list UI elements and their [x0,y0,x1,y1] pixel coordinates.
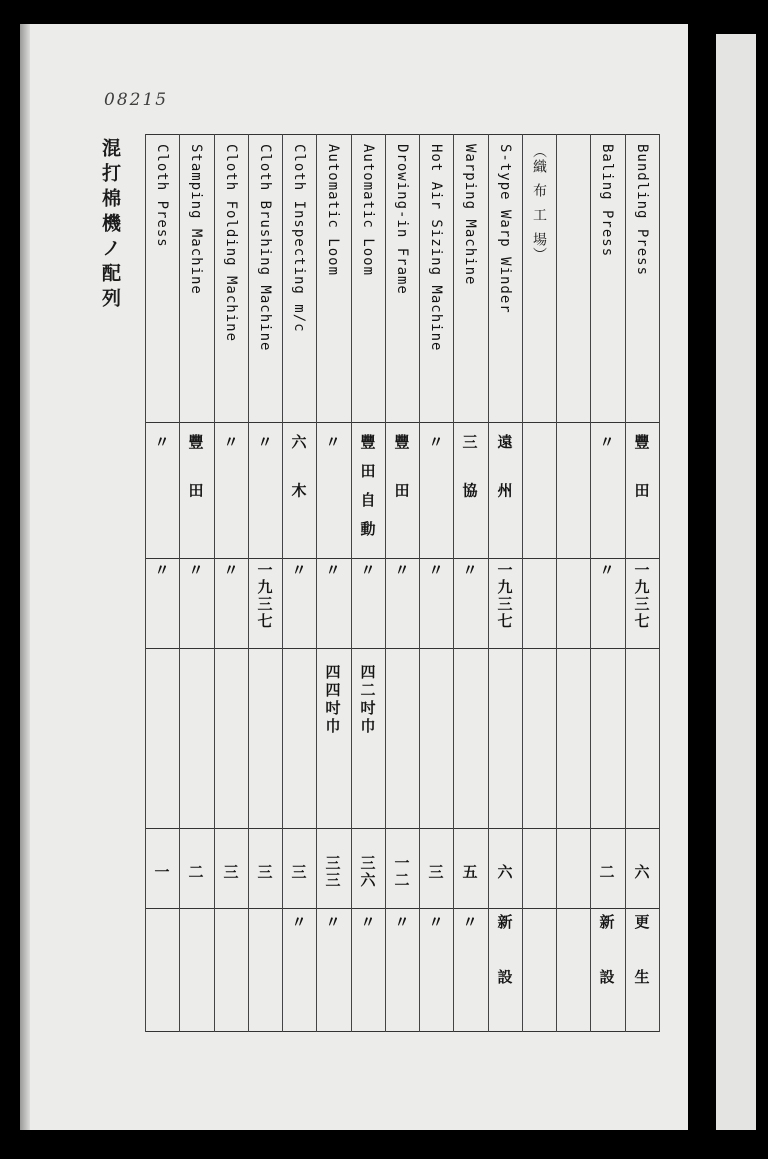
remark-cell [179,914,213,1024]
machine-name-cell: S-type Warp Winder [497,144,513,314]
quantity-cell: 二 [597,863,616,881]
table-row [214,134,248,1032]
loom-width-cell [282,662,316,824]
year-made-cell: 〃 [289,562,308,579]
remark-cell: 〃 [460,914,479,969]
loom-width-cell [145,662,179,824]
loom-width-cell [590,662,624,824]
loom-width-cell [556,662,590,824]
remark-cell [248,914,282,1024]
machine-name-cell: Baling Press [599,144,615,258]
remark-cell: 新設 [597,914,616,1024]
remark-cell: 新設 [495,914,514,1024]
loom-width-cell [214,662,248,824]
year-made-cell: 〃 [460,562,479,579]
remark-cell [522,914,556,1024]
machine-name-cell: Hot Air Sizing Machine [428,144,444,352]
table-row [556,134,590,1032]
manufacturer-cell [522,434,556,554]
table-row [453,134,487,1032]
manufacturer-cell: 豐 田 [186,434,205,512]
loom-width-cell: 四四吋巾 [323,664,342,736]
quantity-cell: 三 [426,863,445,881]
catalog-number: 08215 [104,90,169,110]
remark-cell [145,914,179,1024]
manufacturer-cell: 豐 田 [632,434,651,512]
quantity-cell [556,838,590,906]
loom-width-cell [248,662,282,824]
year-made-cell: 一九三七 [632,562,651,630]
manufacturer-cell: 三 協 [460,434,479,512]
year-made-cell [556,562,590,658]
manufacturer-cell [556,434,590,554]
machinery-table [145,134,659,1032]
loom-width-cell [488,662,522,824]
remark-cell: 〃 [426,914,445,969]
document-title: 混打棉機ノ配列 [99,138,121,313]
manufacturer-cell: 豐田自動 [358,434,377,550]
loom-width-cell [522,662,556,824]
machine-name-cell: Cloth Brushing Machine [257,144,273,352]
loom-width-cell [453,662,487,824]
table-row [351,134,385,1032]
quantity-cell: 三 [255,863,274,881]
machine-name-cell: （織 布 工 場） [531,144,547,263]
table-row [385,134,419,1032]
year-made-cell [522,562,556,658]
table-row [316,134,350,1032]
year-made-cell: 〃 [186,562,205,579]
quantity-cell: 六 [632,863,651,881]
loom-width-cell [419,662,453,824]
remark-cell: 〃 [358,914,377,969]
loom-width-cell [625,662,659,824]
machine-name-cell: Cloth Folding Machine [223,144,239,343]
manufacturer-cell: 〃 [323,434,342,463]
machine-name-cell: Cloth Press [154,144,170,248]
machine-name-cell: Automatic Loom [325,144,341,277]
manufacturer-cell: 〃 [426,434,445,463]
remark-cell: 〃 [323,914,342,969]
quantity-cell: 三 [289,863,308,881]
quantity-cell: 六 [495,863,514,881]
manufacturer-cell: 六 木 [289,434,308,512]
machine-name-cell: Bundling Press [634,144,650,277]
machine-name-cell: Automatic Loom [360,144,376,277]
year-made-cell: 〃 [323,562,342,579]
table-row [145,134,179,1032]
quantity-cell: 二 [186,863,205,881]
remark-cell: 更生 [632,914,651,1024]
loom-width-cell [385,662,419,824]
adjacent-page-edge [716,34,756,1130]
quantity-cell: 一 [152,863,171,881]
remark-cell: 〃 [392,914,411,969]
machine-name-cell: Cloth Inspecting m/c [291,144,307,333]
machine-name-cell: Warping Machine [462,144,478,286]
quantity-cell: 三 [221,863,240,881]
table-row [590,134,624,1032]
year-made-cell: 〃 [152,562,171,579]
quantity-cell: 三三 [323,855,342,889]
manufacturer-cell: 遠 州 [495,434,514,512]
table-row [522,134,556,1032]
year-made-cell: 〃 [392,562,411,579]
table-row [625,134,659,1032]
binding-spine [20,24,30,1130]
year-made-cell: 一九三七 [495,562,514,630]
year-made-cell: 〃 [597,562,616,579]
quantity-cell: 五 [460,863,479,881]
manufacturer-cell: 〃 [152,434,171,463]
year-made-cell: 一九三七 [255,562,274,630]
machine-name-cell [556,144,590,414]
remark-cell [556,914,590,1024]
remark-cell: 〃 [289,914,308,969]
machine-name-cell: Stamping Machine [188,144,204,295]
remark-cell [214,914,248,1024]
table-row [282,134,316,1032]
manufacturer-cell: 〃 [597,434,616,463]
loom-width-cell [179,662,213,824]
loom-width-cell: 四二吋巾 [358,664,377,736]
manufacturer-cell: 〃 [221,434,240,463]
table-row [179,134,213,1032]
year-made-cell: 〃 [426,562,445,579]
column-rule [659,134,660,1032]
machine-name-cell: Drowing-in Frame [394,144,410,295]
manufacturer-cell: 豐 田 [392,434,411,512]
year-made-cell: 〃 [358,562,377,579]
table-row [248,134,282,1032]
table-row [488,134,522,1032]
quantity-cell: 一二 [392,855,411,889]
quantity-cell [522,838,556,906]
table-row [419,134,453,1032]
manufacturer-cell: 〃 [255,434,274,463]
quantity-cell: 三六 [358,855,377,889]
year-made-cell: 〃 [221,562,240,579]
